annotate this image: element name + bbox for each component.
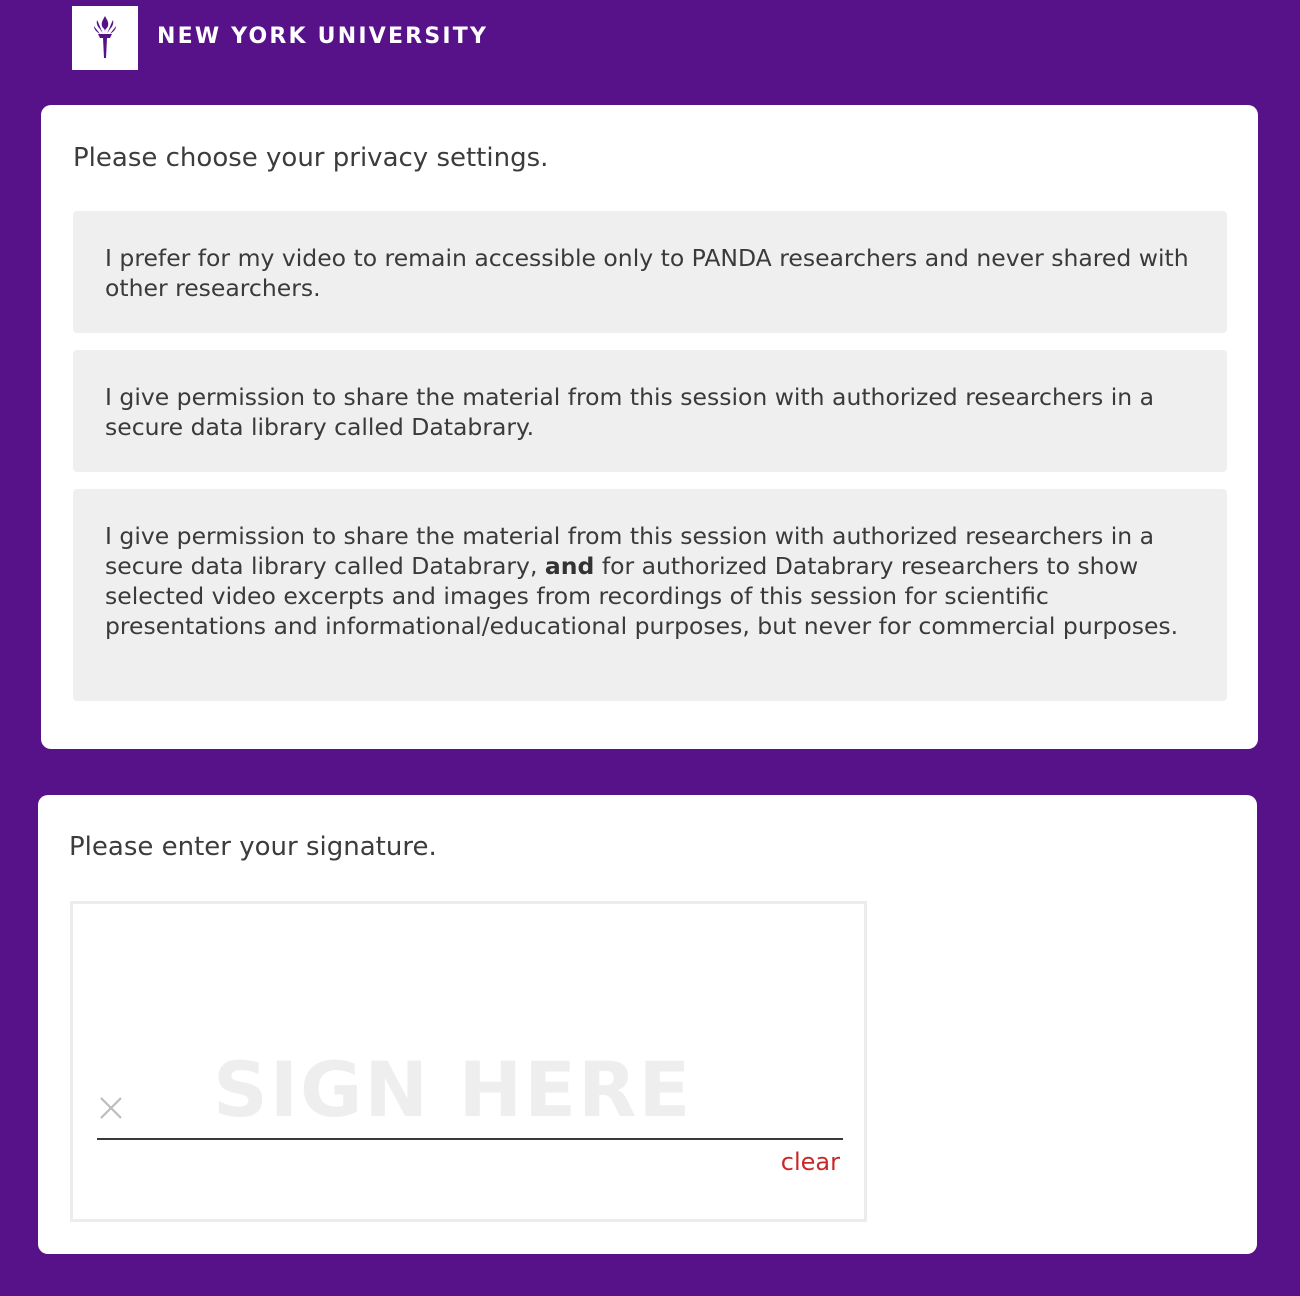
signature-line: [97, 1138, 843, 1140]
privacy-option-text-after: for authorized Databrary researchers to show selected video excerpts and images from recordings of this session for scientific presentations and informational/educational purposes, but never for commercial purposes.: [105, 552, 1179, 640]
privacy-settings-card: [41, 105, 1258, 749]
sign-here-placeholder: SIGN HERE: [213, 1045, 693, 1134]
torch-icon: [88, 14, 122, 62]
signature-card: [38, 795, 1257, 1254]
x-mark-icon: [97, 1094, 125, 1122]
privacy-option-panda-only[interactable]: [73, 211, 1227, 333]
signature-pad[interactable]: [70, 901, 867, 1222]
privacy-option-text-before: I give permission to share the material from this session with authorized researchers in a secure data library called Databrary,: [105, 522, 1154, 580]
privacy-option-databrary-excerpts[interactable]: [73, 489, 1227, 701]
nyu-logo: [72, 6, 138, 70]
clear-signature-button[interactable]: clear: [780, 1148, 840, 1176]
signature-title: Please enter your signature.: [69, 832, 437, 862]
privacy-option-text: I prefer for my video to remain accessible only to PANDA researchers and never shared with other researchers.: [105, 244, 1189, 302]
privacy-option-databrary[interactable]: [73, 350, 1227, 472]
privacy-title: Please choose your privacy settings.: [73, 143, 549, 173]
privacy-option-text: I give permission to share the material from this session with authorized researchers in a secure data library called Databrary.: [105, 383, 1154, 441]
brand-name: NEW YORK UNIVERSITY: [157, 24, 489, 49]
header: [0, 0, 1300, 80]
privacy-option-text-bold: and: [544, 552, 595, 580]
